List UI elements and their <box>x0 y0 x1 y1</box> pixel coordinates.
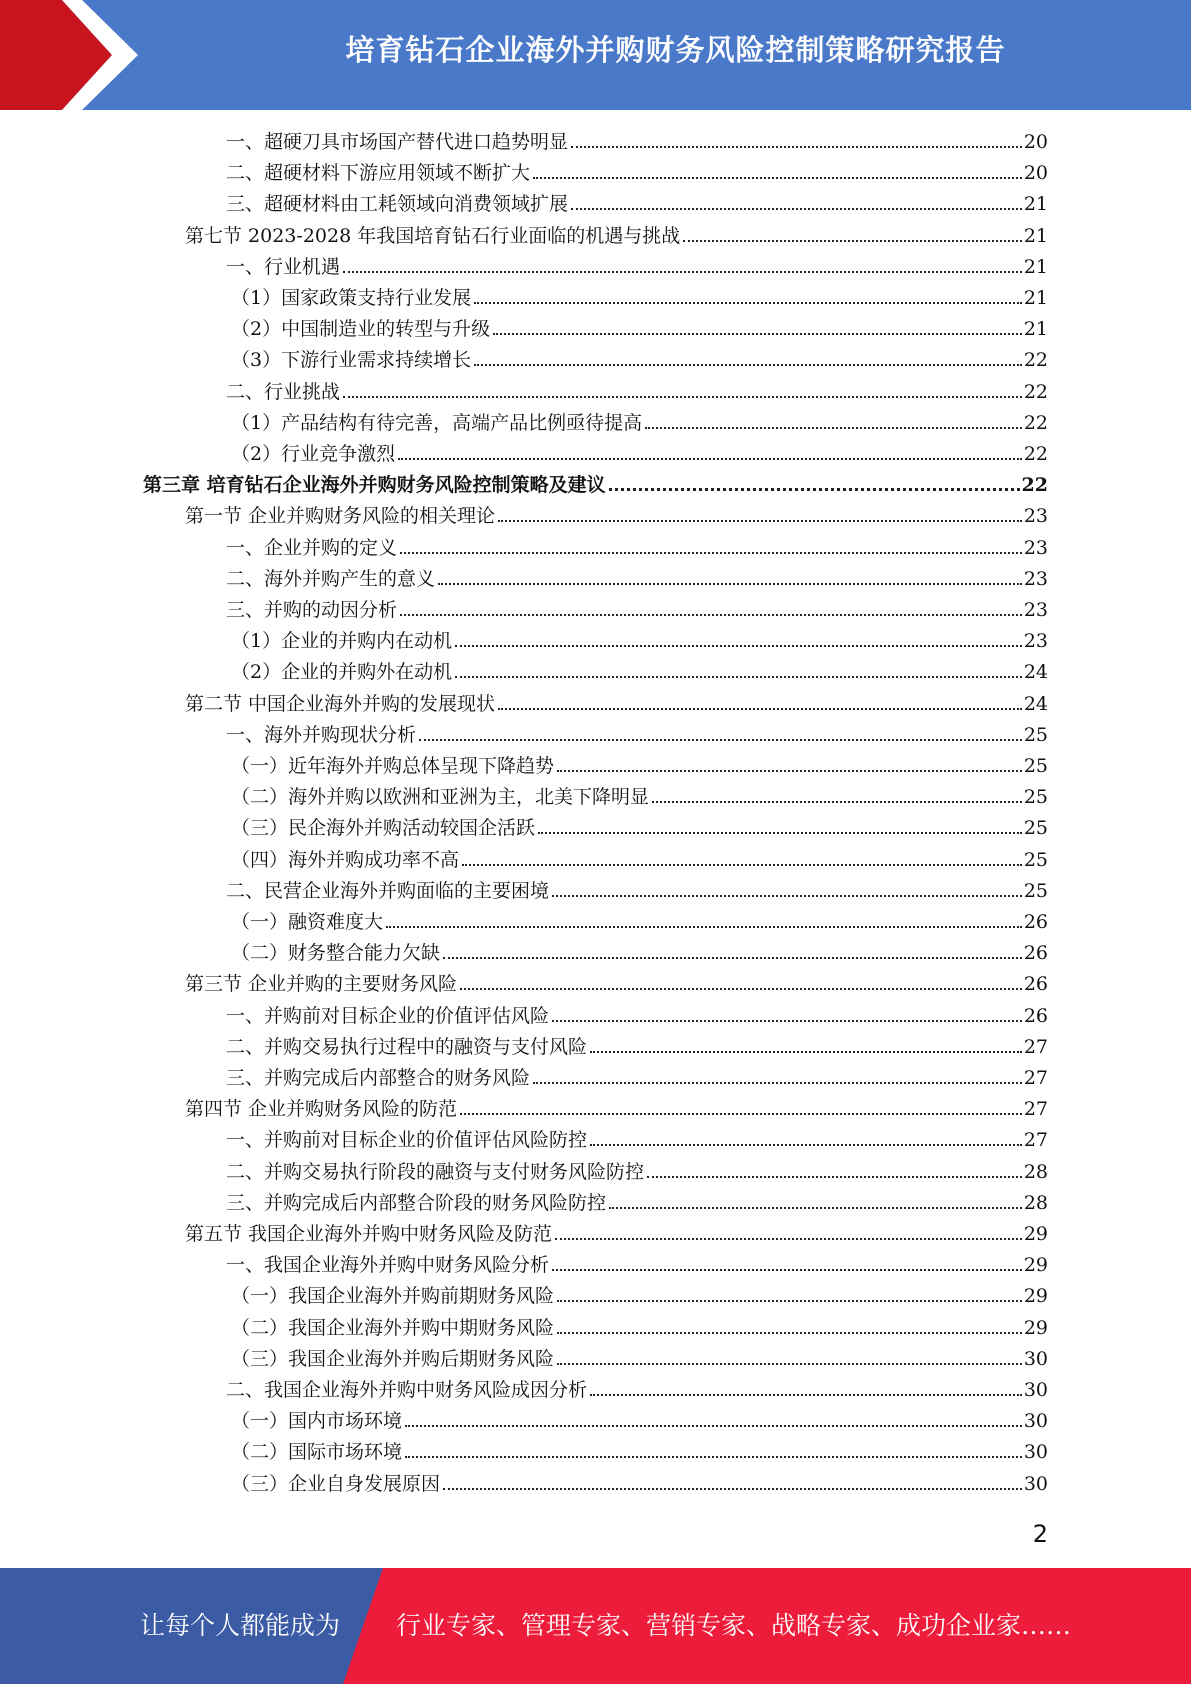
toc-entry-title: （二）海外并购以欧洲和亚洲为主，北美下降明显 <box>231 786 650 809</box>
toc-entry-page: 20 <box>1023 131 1048 153</box>
toc-dot-leader <box>405 1425 1022 1427</box>
toc-entry-page: 22 <box>1021 474 1048 497</box>
toc-entry-title: （1）国家政策支持行业发展 <box>231 287 472 309</box>
toc-entry-page: 29 <box>1023 1254 1048 1277</box>
toc-dot-leader <box>609 1207 1022 1209</box>
toc-entry-page: 30 <box>1023 1472 1048 1495</box>
toc-entry-title: 三、并购完成后内部整合阶段的财务风险防控 <box>226 1191 607 1214</box>
toc-dot-leader <box>443 1488 1022 1490</box>
toc-dot-leader <box>552 895 1022 897</box>
toc-entry-page: 24 <box>1023 692 1048 715</box>
toc-entry-title: 第七节 2023-2028 年我国培育钻石行业面临的机遇与挑战 <box>185 224 681 247</box>
toc-dot-leader <box>498 708 1022 710</box>
toc-dot-leader <box>555 1238 1022 1240</box>
report-title: 培育钻石企业海外并购财务风险控制策略研究报告 <box>345 33 1006 67</box>
toc-entry-title: 二、海外并购产生的意义 <box>226 567 436 590</box>
toc-entry-page: 25 <box>1023 879 1048 902</box>
toc-dot-leader <box>398 458 1022 460</box>
toc-dot-leader <box>557 1332 1022 1334</box>
toc-entry-title: （1）企业的并购内在动机 <box>231 630 453 653</box>
toc-dot-leader <box>571 208 1022 210</box>
toc-entry[interactable] <box>231 938 1048 969</box>
toc-dot-leader <box>443 957 1022 959</box>
toc-entry[interactable] <box>185 1094 1048 1125</box>
toc-entry[interactable] <box>231 1313 1048 1344</box>
toc-entry-title: （三）民企海外并购活动较国企活跃 <box>231 817 536 840</box>
toc-dot-leader <box>647 1176 1022 1178</box>
toc-entry-title: 第四节 企业并购财务风险的防范 <box>185 1098 458 1121</box>
toc-entry[interactable] <box>226 1125 1048 1156</box>
toc-entry-page: 27 <box>1023 1129 1048 1152</box>
toc-entry[interactable] <box>226 564 1048 595</box>
page-header <box>0 0 1191 110</box>
footer-slogan-right: 行业专家、管理专家、营销专家、战略专家、成功企业家…… <box>396 1611 1072 1640</box>
toc-entry-title: （一）国内市场环境 <box>231 1410 403 1433</box>
toc-entry-title: 二、并购交易执行过程中的融资与支付风险 <box>226 1035 588 1058</box>
toc-entry[interactable] <box>226 252 1048 283</box>
toc-entry-title: 二、我国企业海外并购中财务风险成因分析 <box>226 1379 588 1401</box>
toc-entry-page: 30 <box>1023 1410 1048 1433</box>
toc-entry-page: 28 <box>1023 1160 1048 1183</box>
toc-dot-leader <box>552 1269 1022 1271</box>
toc-entry-page: 26 <box>1023 911 1048 933</box>
toc-entry-title: 一、并购前对目标企业的价值评估风险防控 <box>226 1129 588 1152</box>
toc-dot-leader <box>493 333 1022 335</box>
toc-entry-title: （二）财务整合能力欠缺 <box>231 942 441 965</box>
toc-entry-title: （二）国际市场环境 <box>231 1441 403 1464</box>
toc-entry[interactable] <box>231 657 1048 688</box>
toc-entry-title: 三、超硬材料由工耗领域向消费领域扩展 <box>226 193 569 216</box>
toc-entry[interactable] <box>185 689 1048 720</box>
toc-entry-page: 28 <box>1023 1191 1048 1214</box>
toc-entry-title: 二、民营企业海外并购面临的主要困境 <box>226 879 550 902</box>
toc-entry[interactable] <box>226 1157 1048 1188</box>
toc-entry-title: （1）产品结构有待完善，高端产品比例亟待提高 <box>231 411 643 434</box>
header-chevron-icon <box>0 0 180 110</box>
toc-dot-leader <box>419 739 1022 741</box>
toc-entry-title: 一、我国企业海外并购中财务风险分析 <box>226 1254 550 1277</box>
toc-entry-page: 27 <box>1023 1035 1048 1058</box>
toc-entry[interactable] <box>185 501 1048 532</box>
toc-entry-page: 20 <box>1023 162 1048 185</box>
footer-slogan-left: 让每个人都能成为 <box>140 1611 341 1640</box>
toc-entry[interactable] <box>231 1469 1048 1500</box>
toc-dot-leader <box>590 1051 1022 1053</box>
toc-dot-leader <box>462 864 1022 866</box>
toc-entry-page: 29 <box>1023 1285 1048 1308</box>
toc-dot-leader <box>683 240 1022 242</box>
toc-entry[interactable] <box>231 751 1048 782</box>
toc-dot-leader <box>557 1363 1022 1365</box>
toc-entry-page: 23 <box>1023 505 1048 528</box>
toc-entry-page: 23 <box>1023 630 1048 653</box>
toc-entry-title: （二）我国企业海外并购中期财务风险 <box>231 1316 555 1339</box>
toc-dot-leader <box>343 271 1022 273</box>
toc-entry-page: 26 <box>1023 1004 1048 1027</box>
toc-entry-title: 一、并购前对目标企业的价值评估风险 <box>226 1004 550 1027</box>
toc-entry-page: 21 <box>1023 224 1048 247</box>
toc-dot-leader <box>557 770 1022 772</box>
toc-entry-title: （2）中国制造业的转型与升级 <box>231 318 491 341</box>
toc-dot-leader <box>609 488 1020 491</box>
toc-entry[interactable] <box>226 876 1048 907</box>
toc-entry[interactable] <box>226 189 1048 220</box>
toc-entry[interactable] <box>231 845 1048 876</box>
toc-entry-page: 30 <box>1023 1347 1048 1370</box>
toc-entry[interactable] <box>226 127 1048 158</box>
toc-entry-page: 25 <box>1023 817 1048 840</box>
toc-entry[interactable] <box>231 1406 1048 1437</box>
toc-dot-leader <box>460 988 1022 990</box>
page-footer <box>0 1568 1191 1684</box>
toc-entry[interactable] <box>185 969 1048 1000</box>
toc-entry[interactable] <box>226 377 1048 408</box>
toc-dot-leader <box>460 1113 1022 1115</box>
toc-dot-leader <box>405 1456 1022 1458</box>
toc-entry-title: 三、并购的动因分析 <box>226 599 398 621</box>
toc-dot-leader <box>474 364 1022 366</box>
toc-dot-leader <box>498 520 1022 522</box>
toc-entry-page: 26 <box>1023 973 1048 996</box>
toc-entry[interactable] <box>231 907 1048 938</box>
toc-dot-leader <box>590 1144 1022 1146</box>
toc-entry[interactable] <box>231 813 1048 844</box>
toc-entry[interactable] <box>226 1250 1048 1281</box>
toc-entry[interactable] <box>226 158 1048 189</box>
toc-entry-title: （3）下游行业需求持续增长 <box>231 349 472 372</box>
toc-entry-page: 25 <box>1023 848 1048 871</box>
toc-entry[interactable] <box>231 408 1048 439</box>
toc-dot-leader <box>538 832 1022 834</box>
toc-entry[interactable] <box>226 1375 1048 1406</box>
toc-entry-title: （三）企业自身发展原因 <box>231 1472 441 1495</box>
toc-entry-title: （一）融资难度大 <box>231 911 384 933</box>
toc-dot-leader <box>533 177 1022 179</box>
toc-entry-title: （2）行业竞争激烈 <box>231 443 396 465</box>
toc-entry-page: 22 <box>1023 380 1048 403</box>
toc-entry-page: 25 <box>1023 755 1048 777</box>
toc-entry-title: 第三节 企业并购的主要财务风险 <box>185 973 458 996</box>
toc-dot-leader <box>590 1394 1022 1396</box>
toc-dot-leader <box>455 645 1022 647</box>
toc-entry-title: 二、并购交易执行阶段的融资与支付财务风险防控 <box>226 1160 645 1183</box>
toc-entry[interactable] <box>231 1437 1048 1468</box>
toc-entry-title: 第三章 培育钻石企业海外并购财务风险控制策略及建议 <box>143 474 606 497</box>
toc-entry-title: 一、企业并购的定义 <box>226 536 398 559</box>
toc-entry-title: 一、海外并购现状分析 <box>226 723 417 746</box>
toc-entry-title: （2）企业的并购外在动机 <box>231 661 453 684</box>
toc-entry[interactable] <box>185 1219 1048 1250</box>
toc-entry-page: 29 <box>1023 1316 1048 1339</box>
toc-entry-title: （四）海外并购成功率不高 <box>231 848 460 871</box>
toc-entry-page: 30 <box>1023 1441 1048 1464</box>
toc-dot-leader <box>571 146 1022 148</box>
toc-entry[interactable] <box>226 1032 1048 1063</box>
toc-entry-page: 23 <box>1023 599 1048 621</box>
toc-dot-leader <box>474 302 1022 304</box>
toc-dot-leader <box>552 1020 1022 1022</box>
toc-entry-page: 22 <box>1023 411 1048 434</box>
toc-entry-page: 21 <box>1023 255 1048 278</box>
toc-entry-title: 二、行业挑战 <box>226 380 341 403</box>
toc-entry[interactable] <box>226 1063 1048 1094</box>
toc-entry-title: 第一节 企业并购财务风险的相关理论 <box>185 505 496 528</box>
toc-entry-page: 25 <box>1023 786 1048 809</box>
toc-entry-title: 一、超硬刀具市场国产替代进口趋势明显 <box>226 131 569 153</box>
toc-dot-leader <box>533 1082 1022 1084</box>
toc-entry-page: 21 <box>1023 287 1048 309</box>
toc-entry-page: 22 <box>1023 443 1048 465</box>
toc-entry-page: 29 <box>1023 1223 1048 1245</box>
toc-dot-leader <box>400 614 1022 616</box>
toc-chapter-entry[interactable] <box>143 470 1048 501</box>
toc-entry[interactable] <box>231 1344 1048 1375</box>
page-number: 2 <box>1032 1520 1048 1548</box>
toc-dot-leader <box>386 926 1022 928</box>
toc-entry[interactable] <box>226 533 1048 564</box>
toc-entry[interactable] <box>231 345 1048 376</box>
toc-dot-leader <box>645 427 1022 429</box>
toc-entry[interactable] <box>231 626 1048 657</box>
toc-entry-page: 23 <box>1023 536 1048 559</box>
toc-entry-page: 27 <box>1023 1098 1048 1121</box>
toc-entry-page: 26 <box>1023 942 1048 965</box>
toc-entry-title: 第二节 中国企业海外并购的发展现状 <box>185 692 496 715</box>
toc-dot-leader <box>400 552 1022 554</box>
toc-entry-page: 22 <box>1023 349 1048 372</box>
toc-entry[interactable] <box>226 1188 1048 1219</box>
toc-entry[interactable] <box>226 720 1048 751</box>
toc-entry-page: 27 <box>1023 1067 1048 1089</box>
toc-entry[interactable] <box>226 1001 1048 1032</box>
toc-entry-page: 30 <box>1023 1379 1048 1401</box>
toc-entry[interactable] <box>231 314 1048 345</box>
toc-entry[interactable] <box>185 221 1048 252</box>
toc-entry-title: （一）我国企业海外并购前期财务风险 <box>231 1285 555 1308</box>
toc-entry[interactable] <box>231 439 1048 470</box>
toc-dot-leader <box>343 396 1022 398</box>
toc-dot-leader <box>455 676 1022 678</box>
toc-entry-title: （一）近年海外并购总体呈现下降趋势 <box>231 755 555 777</box>
toc-entry-title: 第五节 我国企业海外并购中财务风险及防范 <box>185 1223 553 1245</box>
toc-entry-page: 21 <box>1023 193 1048 216</box>
toc-entry-page: 25 <box>1023 723 1048 746</box>
toc-entry-page: 24 <box>1023 661 1048 684</box>
toc-entry-title: 三、并购完成后内部整合的财务风险 <box>226 1067 531 1089</box>
toc-dot-leader <box>438 583 1022 585</box>
toc-entry-page: 23 <box>1023 567 1048 590</box>
toc-dot-leader <box>557 1300 1022 1302</box>
toc-entry[interactable] <box>231 782 1048 813</box>
toc-entry-page: 21 <box>1023 318 1048 341</box>
toc-entry-title: （三）我国企业海外并购后期财务风险 <box>231 1347 555 1370</box>
toc-entry[interactable] <box>231 283 1048 314</box>
toc-entry-title: 一、行业机遇 <box>226 255 341 278</box>
toc-entry[interactable] <box>226 595 1048 626</box>
toc-dot-leader <box>652 801 1022 803</box>
toc-entry[interactable] <box>231 1281 1048 1312</box>
toc-entry-title: 二、超硬材料下游应用领域不断扩大 <box>226 162 531 185</box>
